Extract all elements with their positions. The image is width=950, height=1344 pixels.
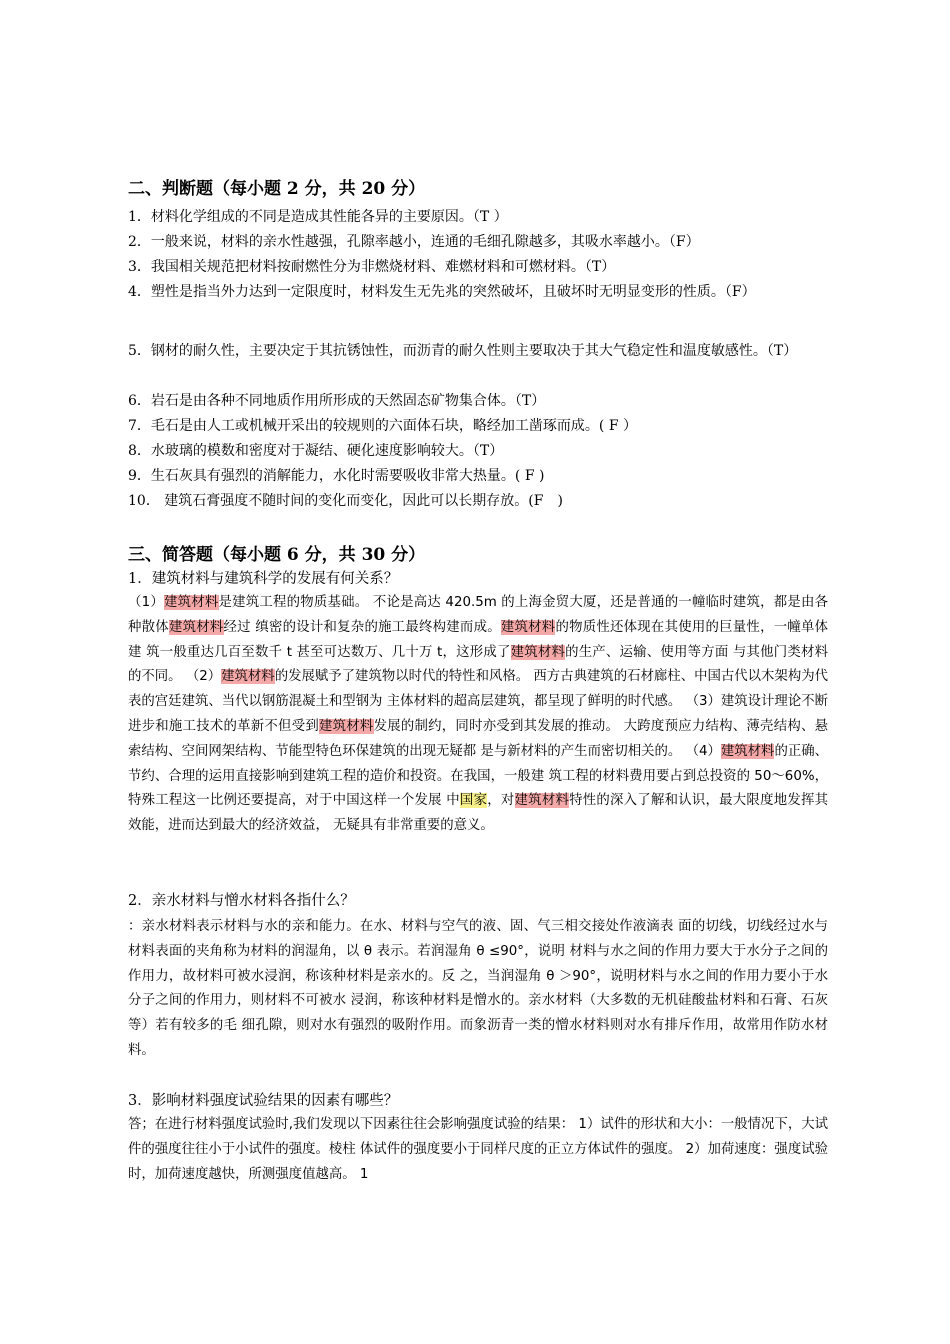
highlighted-term: 建筑材料 — [221, 669, 275, 685]
highlighted-term: 建筑材料 — [514, 793, 570, 809]
answer-text: 的生产、运输、使用等方面 与其他门类材料的不同。 （2） — [128, 644, 828, 685]
judgement-item-6: 6．岩石是由各种不同地质作用所形成的天然固态矿物集合体。（T） — [128, 393, 546, 409]
judgement-item-2: 2．一般来说，材料的亲水性越强，孔隙率越小，连通的毛细孔隙越多，其吸水率越小。（F） — [128, 234, 700, 250]
judgement-item-4: 4．塑性是指当外力达到一定限度时，材料发生无先兆的突然破坏，且破坏时无明显变形的性质。（F） — [128, 284, 756, 300]
answer-1 — [128, 591, 828, 839]
answer-text: （1） — [128, 595, 164, 610]
answer-text: ，对 — [487, 793, 515, 809]
judgement-item-9: 9．生石灰具有强烈的消解能力，水化时需要吸收非常大热量。( F ) — [128, 468, 545, 484]
highlighted-term: 建筑材料 — [164, 595, 219, 610]
answer-text: 是建筑工程的物质基础。 不论是高达 420.5m 的上海金贸大厦，还是普通的一幢临时建筑，都是由各种散体 — [128, 595, 828, 635]
answer-text: 的物质性还体现在其使用的巨量性，一幢单体建 筑一般重达几百至数千 t 甚至可达数万、几十万 t，这形成了 — [128, 619, 829, 660]
judgement-item-7: 7．毛石是由人工或机械开采出的较规则的六面体石块，略经加工凿琢而成。( F ） — [128, 418, 637, 434]
section-heading-judgement: 二、判断题（每小题 2 分，共 20 分） — [128, 179, 426, 199]
answer-text: 的正确、节约、合理的运用直接影响到建筑工程的造价和投资。在我国，一般建 筑工程的材料费用要占到总投资的 50～60%，特殊工程这一比例还要提高，对于中国这样一个发展 中 — [128, 743, 829, 809]
answer-text: 发展的制约，同时亦受到其发展的推动。 大跨度预应力结构、薄壳结构、悬索结构、空间网架结构、节能型特色环保建筑的出现无疑都 是与新材料的产生而密切相关的。 （4） — [128, 718, 829, 759]
question-1: 1．建筑材料与建筑科学的发展有何关系？ — [128, 571, 399, 587]
highlighted-term: 建筑材料 — [319, 718, 374, 734]
judgement-item-1: 1．材料化学组成的不同是造成其性能各异的主要原因。（T ） — [128, 209, 508, 225]
judgement-item-5: 5．钢材的耐久性，主要决定于其抗锈蚀性，而沥青的耐久性则主要取决于其大气稳定性和温度敏感性。（T） — [128, 343, 798, 359]
answer-text: 的发展赋予了建筑物以时代的特性和风格。 西方古典建筑的石材廊柱、中国古代以木架构为代表的宫廷建筑、当代以钢筋混凝土和型钢为 主体材料的超高层建筑，都呈现了鲜明的时代感。 （3）建筑设计理论不断进步和施工技术的革新不但受到 — [128, 669, 828, 734]
question-2: 2．亲水材料与憎水材料各指什么？ — [128, 893, 355, 909]
answer-text: 经过 缜密的设计和复杂的施工最终构建而成。 — [223, 619, 501, 635]
highlighted-term: 建筑材料 — [510, 644, 566, 660]
judgement-item-10: 10． 建筑石膏强度不随时间的变化而变化，因此可以长期存放。(F ) — [128, 493, 563, 509]
highlighted-term: 建筑材料 — [720, 743, 775, 759]
section-heading-short-answer: 三、简答题（每小题 6 分，共 30 分） — [128, 545, 426, 565]
answer-2: ：亲水材料表示材料与水的亲和能力。在水、材料与空气的液、固、气三相交接处作液滴表 面的切线，切线经过水与材料表面的夹角称为材料的润湿角，以 θ 表示。若润湿角 θ ≤90°，说明 材料与水之间的作用力要大于水分子之间的作用力，故材料可被水浸润，称该种材料是亲水的。反 之，当润湿角 θ ＞90°，说明材料与水之间的作用力要小于水分子之间的作用力，则材料不可被水 浸润，称该种材料是憎水的。亲水材料（大多数的无机硅酸盐材料和石膏、石灰等）若有较多的毛 细孔隙，则对水有强烈的吸附作用。而象沥青一类的憎水材料则对水有排斥作用，故常用作防水材料。 — [128, 919, 828, 1058]
highlighted-term: 建筑材料 — [168, 619, 224, 635]
question-3: 3．影响材料强度试验结果的因素有哪些？ — [128, 1093, 399, 1109]
judgement-item-3: 3．我国相关规范把材料按耐燃性分为非燃烧材料、难燃材料和可燃材料。（T） — [128, 259, 616, 275]
highlighted-term-yellow: 国家 — [459, 793, 488, 809]
answer-3: 答；在进行材料强度试验时,我们发现以下因素往往会影响强度试验的结果： 1）试件的形状和大小：一般情况下，大试件的强度往往小于小试件的强度。棱柱 体试件的强度要小于同样尺度的正立方体试件的强度。 2）加荷速度：强度试验时，加荷速度越快，所测强度值越高。 1 — [128, 1117, 828, 1182]
judgement-item-8: 8．水玻璃的模数和密度对于凝结、硬化速度影响较大。（T） — [128, 443, 504, 459]
answer-text: 特性的深入了解和认识，最大限度地发挥其效能，进而达到最大的经济效益， 无疑具有非常重要的意义。 — [128, 793, 829, 834]
highlighted-term: 建筑材料 — [500, 619, 556, 635]
